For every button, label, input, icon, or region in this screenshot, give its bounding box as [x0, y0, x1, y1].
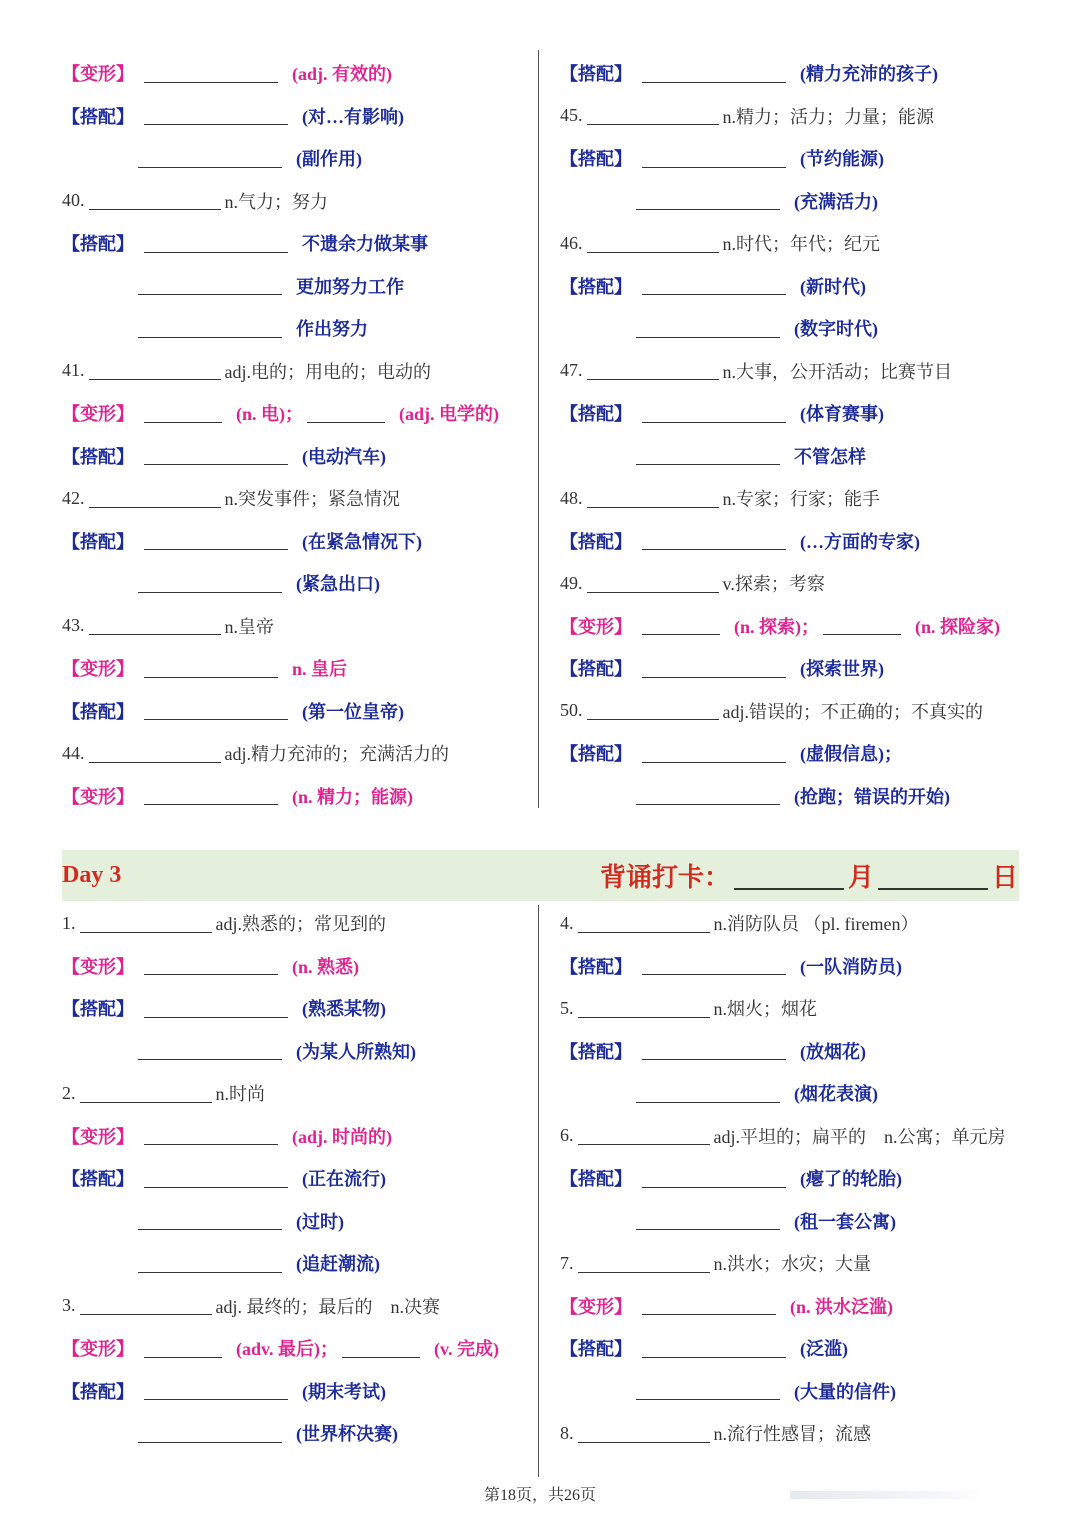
answer-blank[interactable] — [642, 166, 786, 168]
answer-blank[interactable] — [144, 421, 222, 423]
dapei-tag: 【搭配】 — [560, 64, 632, 85]
answer-blank[interactable] — [89, 633, 221, 635]
answer-blank[interactable] — [144, 803, 278, 805]
day-title: Day 3 — [62, 862, 122, 888]
answer-blank[interactable] — [138, 1058, 282, 1060]
answer-blank[interactable] — [144, 973, 278, 975]
vocab-line — [560, 1242, 871, 1285]
item-number: 7. — [560, 1252, 574, 1273]
dapei-tag: 【搭配】 — [62, 1169, 134, 1190]
collocation-hint: (泛滥) — [800, 1339, 848, 1360]
answer-blank[interactable] — [642, 81, 786, 83]
answer-blank[interactable] — [587, 591, 719, 593]
vocab-line — [560, 392, 884, 435]
definition-text: n.消防队员 （pl. firemen） — [713, 914, 919, 935]
vocab-line — [62, 775, 413, 818]
column-divider-top — [538, 50, 539, 808]
vocab-line — [134, 1030, 416, 1073]
vocab-line — [62, 477, 400, 520]
collocation-hint: (大量的信件) — [794, 1381, 896, 1402]
collocation-hint: (虚假信息)； — [800, 744, 902, 765]
vocab-line — [560, 1327, 848, 1370]
vocab-line — [62, 647, 347, 690]
definition-text: n.流行性感冒；流感 — [713, 1424, 871, 1445]
collocation-hint: (紧急出口) — [296, 574, 380, 595]
definition-text: n.公寓；单元房 — [884, 1126, 1006, 1147]
vocab-line — [560, 605, 1000, 648]
answer-blank[interactable] — [578, 1143, 710, 1145]
derivative-hint: (n. 精力；能源) — [292, 786, 413, 807]
vocab-line — [134, 1200, 344, 1243]
item-number: 44. — [62, 742, 85, 763]
collocation-hint: 不管怎样 — [794, 446, 866, 467]
vocab-line — [62, 520, 422, 563]
dapei-tag: 【搭配】 — [62, 1381, 134, 1402]
definition-text: n.决赛 — [390, 1296, 440, 1317]
collocation-hint: (探索世界) — [800, 659, 884, 680]
answer-blank[interactable] — [138, 166, 282, 168]
dapei-tag: 【搭配】 — [560, 1169, 632, 1190]
vocab-line — [560, 137, 884, 180]
definition-text: adj.精力充沛的；充满活力的 — [224, 744, 449, 765]
page-footer: 第18页，共26页 — [483, 1487, 596, 1504]
answer-blank[interactable] — [138, 1228, 282, 1230]
answer-blank[interactable] — [642, 1356, 786, 1358]
answer-blank[interactable] — [144, 1016, 288, 1018]
collocation-hint: (充满活力) — [794, 191, 878, 212]
answer-blank[interactable] — [89, 208, 221, 210]
vocab-line — [632, 1200, 896, 1243]
collocation-hint: (瘪了的轮胎) — [800, 1169, 902, 1190]
definition-text: adj.平坦的；扁平的 — [713, 1126, 866, 1147]
answer-blank[interactable] — [587, 506, 719, 508]
collocation-hint: (节约能源) — [800, 149, 884, 170]
answer-blank[interactable] — [636, 1228, 780, 1230]
vocab-line — [134, 1242, 380, 1285]
bianxing-tag: 【变形】 — [62, 956, 134, 977]
vocab-line — [560, 1157, 902, 1200]
derivative-hint: (n. 探险家) — [915, 616, 1000, 637]
answer-blank[interactable] — [587, 123, 719, 125]
dapei-tag: 【搭配】 — [560, 1339, 632, 1360]
answer-blank[interactable] — [144, 676, 278, 678]
vocab-line — [560, 945, 902, 988]
collocation-hint: (期末考试) — [302, 1381, 386, 1402]
answer-blank[interactable] — [642, 293, 786, 295]
answer-blank[interactable] — [578, 1016, 710, 1018]
derivative-hint: (n. 熟悉) — [292, 956, 359, 977]
collocation-hint: 更加努力工作 — [296, 276, 404, 297]
bianxing-tag: 【变形】 — [62, 404, 134, 425]
definition-text: n.烟火；烟花 — [713, 999, 817, 1020]
collocation-hint: (在紧急情况下) — [302, 531, 422, 552]
vocab-line — [134, 265, 404, 308]
month-blank[interactable] — [734, 862, 844, 890]
collocation-hint: (租一套公寓) — [794, 1211, 896, 1232]
watermark — [790, 1491, 990, 1499]
collocation-hint: (一队消防员) — [800, 956, 902, 977]
collocation-hint: (精力充沛的孩子) — [800, 64, 938, 85]
vocab-line — [560, 265, 866, 308]
answer-blank[interactable] — [636, 1101, 780, 1103]
dapei-tag: 【搭配】 — [560, 1041, 632, 1062]
dapei-tag: 【搭配】 — [62, 701, 134, 722]
collocation-hint: (放烟花) — [800, 1041, 866, 1062]
definition-text: adj.错误的；不正确的；不真实的 — [722, 701, 983, 722]
collocation-hint: (熟悉某物) — [302, 999, 386, 1020]
definition-text: n.大事，公开活动；比赛节目 — [722, 361, 952, 382]
vocab-line — [62, 732, 449, 775]
item-number: 49. — [560, 572, 583, 593]
item-number: 6. — [560, 1125, 574, 1146]
bianxing-tag: 【变形】 — [560, 1296, 632, 1317]
dapei-tag: 【搭配】 — [560, 956, 632, 977]
answer-blank[interactable] — [89, 761, 221, 763]
dapei-tag: 【搭配】 — [62, 531, 134, 552]
item-number: 47. — [560, 360, 583, 381]
answer-blank[interactable] — [642, 1058, 786, 1060]
derivative-hint: n. 皇后 — [292, 659, 348, 680]
derivative-hint: (adj. 时尚的) — [292, 1126, 392, 1147]
definition-text: n.突发事件；紧急情况 — [224, 489, 400, 510]
dapei-tag: 【搭配】 — [560, 659, 632, 680]
answer-blank[interactable] — [578, 1271, 710, 1273]
answer-blank[interactable] — [642, 421, 786, 423]
item-number: 46. — [560, 232, 583, 253]
checkin-label: 背诵打卡： — [599, 863, 730, 892]
bianxing-tag: 【变形】 — [560, 616, 632, 637]
item-number: 42. — [62, 487, 85, 508]
collocation-hint: 不遗余力做某事 — [302, 234, 428, 255]
vocab-line — [62, 1072, 265, 1115]
vocab-line — [560, 52, 938, 95]
vocab-line — [632, 1370, 896, 1413]
answer-blank[interactable] — [636, 1398, 780, 1400]
vocab-line — [560, 1412, 871, 1455]
answer-blank[interactable] — [587, 718, 719, 720]
derivative-hint: (adj. 有效的) — [292, 64, 392, 85]
answer-blank[interactable] — [144, 251, 288, 253]
definition-text: n.精力；活力；力量；能源 — [722, 106, 934, 127]
collocation-hint: (世界杯决赛) — [296, 1424, 398, 1445]
answer-blank[interactable] — [342, 1356, 420, 1358]
checkin-day: 日 — [991, 863, 1018, 892]
answer-blank[interactable] — [89, 378, 221, 380]
day-blank[interactable] — [878, 862, 988, 890]
collocation-hint: (抢跑；错误的开始) — [794, 786, 950, 807]
answer-blank[interactable] — [89, 506, 221, 508]
answer-blank[interactable] — [642, 973, 786, 975]
answer-blank[interactable] — [642, 548, 786, 550]
vocab-line — [560, 902, 918, 945]
answer-blank[interactable] — [138, 1441, 282, 1443]
answer-blank[interactable] — [144, 1186, 288, 1188]
collocation-hint: (追赶潮流) — [296, 1254, 380, 1275]
vocab-line — [560, 647, 884, 690]
item-number: 40. — [62, 190, 85, 211]
dapei-tag: 【搭配】 — [560, 744, 632, 765]
answer-blank[interactable] — [636, 336, 780, 338]
dapei-tag: 【搭配】 — [560, 404, 632, 425]
vocab-line — [560, 477, 880, 520]
item-number: 4. — [560, 912, 574, 933]
answer-blank[interactable] — [80, 1101, 212, 1103]
vocab-line — [134, 562, 380, 605]
definition-text: adj. 最终的；最后的 — [215, 1296, 373, 1317]
vocab-line — [62, 52, 392, 95]
answer-blank[interactable] — [578, 1441, 710, 1443]
collocation-hint: (正在流行) — [302, 1169, 386, 1190]
answer-blank[interactable] — [587, 251, 719, 253]
vocab-line — [62, 945, 359, 988]
vocab-line — [632, 775, 950, 818]
vocab-line — [632, 1072, 878, 1115]
vocab-line — [62, 902, 386, 945]
answer-blank[interactable] — [144, 463, 288, 465]
vocab-line — [62, 690, 404, 733]
answer-blank[interactable] — [144, 1143, 278, 1145]
answer-blank[interactable] — [636, 463, 780, 465]
vocab-line — [62, 222, 428, 265]
bianxing-tag: 【变形】 — [62, 64, 134, 85]
derivative-hint: (n. 洪水泛滥) — [790, 1296, 893, 1317]
bianxing-tag: 【变形】 — [62, 1126, 134, 1147]
vocab-line — [62, 95, 404, 138]
item-number: 5. — [560, 997, 574, 1018]
derivative-hint: (v. 完成) — [434, 1339, 500, 1360]
vocab-line — [62, 392, 499, 435]
collocation-hint: (为某人所熟知) — [296, 1041, 416, 1062]
dapei-tag: 【搭配】 — [560, 531, 632, 552]
vocab-line — [560, 732, 902, 775]
answer-blank[interactable] — [642, 1186, 786, 1188]
vocab-line — [560, 1115, 1006, 1158]
answer-blank[interactable] — [138, 1271, 282, 1273]
vocab-line — [134, 307, 368, 350]
bianxing-tag: 【变形】 — [62, 659, 134, 680]
answer-blank[interactable] — [80, 931, 212, 933]
item-number: 43. — [62, 615, 85, 636]
answer-blank[interactable] — [636, 803, 780, 805]
definition-text: adj.电的；用电的；电动的 — [224, 361, 431, 382]
vocab-line — [62, 605, 274, 648]
answer-blank[interactable] — [578, 931, 710, 933]
vocab-line — [62, 1327, 499, 1370]
collocation-hint: (对…有影响) — [302, 106, 404, 127]
answer-blank[interactable] — [144, 123, 288, 125]
dapei-tag: 【搭配】 — [62, 446, 134, 467]
derivative-hint: (n. 电)； — [236, 404, 303, 425]
checkin-month: 月 — [847, 863, 874, 892]
dapei-tag: 【搭配】 — [62, 234, 134, 255]
definition-text: n.专家；行家；能手 — [722, 489, 880, 510]
bianxing-tag: 【变形】 — [62, 786, 134, 807]
answer-blank[interactable] — [138, 336, 282, 338]
vocab-line — [62, 1157, 386, 1200]
answer-blank[interactable] — [144, 548, 288, 550]
answer-blank[interactable] — [144, 1356, 222, 1358]
definition-text: n.洪水；水灾；大量 — [713, 1254, 871, 1275]
answer-blank[interactable] — [138, 293, 282, 295]
vocab-line — [62, 180, 328, 223]
vocab-line — [560, 1030, 866, 1073]
vocab-line — [560, 562, 825, 605]
answer-blank[interactable] — [642, 676, 786, 678]
answer-blank[interactable] — [144, 81, 278, 83]
vocab-line — [632, 180, 878, 223]
item-number: 45. — [560, 105, 583, 126]
answer-blank[interactable] — [587, 378, 719, 380]
vocab-line — [560, 690, 983, 733]
vocab-line — [62, 1115, 392, 1158]
answer-blank[interactable] — [823, 633, 901, 635]
item-number: 2. — [62, 1082, 76, 1103]
checkin — [600, 850, 1018, 901]
vocab-line — [560, 987, 817, 1030]
answer-blank[interactable] — [138, 591, 282, 593]
dapei-tag: 【搭配】 — [62, 999, 134, 1020]
collocation-hint: (新时代) — [800, 276, 866, 297]
collocation-hint: (…方面的专家) — [800, 531, 920, 552]
vocab-line — [632, 307, 878, 350]
answer-blank[interactable] — [636, 208, 780, 210]
definition-text: n.时尚 — [215, 1084, 265, 1105]
definition-text: n.气力；努力 — [224, 191, 328, 212]
derivative-hint: (adv. 最后)； — [236, 1339, 339, 1360]
item-number: 8. — [560, 1422, 574, 1443]
vocab-line — [560, 95, 934, 138]
item-number: 50. — [560, 700, 583, 721]
dapei-tag: 【搭配】 — [560, 276, 632, 297]
collocation-hint: (电动汽车) — [302, 446, 386, 467]
answer-blank[interactable] — [642, 633, 720, 635]
answer-blank[interactable] — [642, 761, 786, 763]
answer-blank[interactable] — [642, 1313, 776, 1315]
item-number: 41. — [62, 360, 85, 381]
vocab-line — [62, 350, 431, 393]
answer-blank[interactable] — [307, 421, 385, 423]
answer-blank[interactable] — [144, 718, 288, 720]
answer-blank[interactable] — [80, 1313, 212, 1315]
vocab-line — [62, 435, 386, 478]
collocation-hint: (过时) — [296, 1211, 344, 1232]
dapei-tag: 【搭配】 — [560, 149, 632, 170]
derivative-hint: (n. 探索)； — [734, 616, 819, 637]
vocab-line — [62, 1285, 440, 1328]
collocation-hint: (体育赛事) — [800, 404, 884, 425]
definition-text: adj.熟悉的；常见到的 — [215, 914, 386, 935]
vocab-line — [632, 435, 866, 478]
vocab-line — [134, 137, 362, 180]
vocab-line — [62, 1370, 386, 1413]
bianxing-tag: 【变形】 — [62, 1339, 134, 1360]
collocation-hint: (第一位皇帝) — [302, 701, 404, 722]
item-number: 48. — [560, 487, 583, 508]
collocation-hint: (数字时代) — [794, 319, 878, 340]
collocation-hint: 作出努力 — [296, 319, 368, 340]
column-divider-bottom — [538, 905, 539, 1477]
definition-text: n.时代；年代；纪元 — [722, 234, 880, 255]
collocation-hint: (副作用) — [296, 149, 362, 170]
derivative-hint: (adj. 电学的) — [399, 404, 499, 425]
vocab-line — [134, 1412, 398, 1455]
definition-text: v.探索；考察 — [722, 574, 825, 595]
vocab-line — [560, 222, 880, 265]
item-number: 1. — [62, 912, 76, 933]
dapei-tag: 【搭配】 — [62, 106, 134, 127]
vocab-line — [560, 1285, 893, 1328]
answer-blank[interactable] — [144, 1398, 288, 1400]
vocab-line — [560, 520, 920, 563]
vocab-line — [560, 350, 952, 393]
definition-text: n.皇帝 — [224, 616, 274, 637]
vocab-line — [62, 987, 386, 1030]
collocation-hint: (烟花表演) — [794, 1084, 878, 1105]
item-number: 3. — [62, 1295, 76, 1316]
